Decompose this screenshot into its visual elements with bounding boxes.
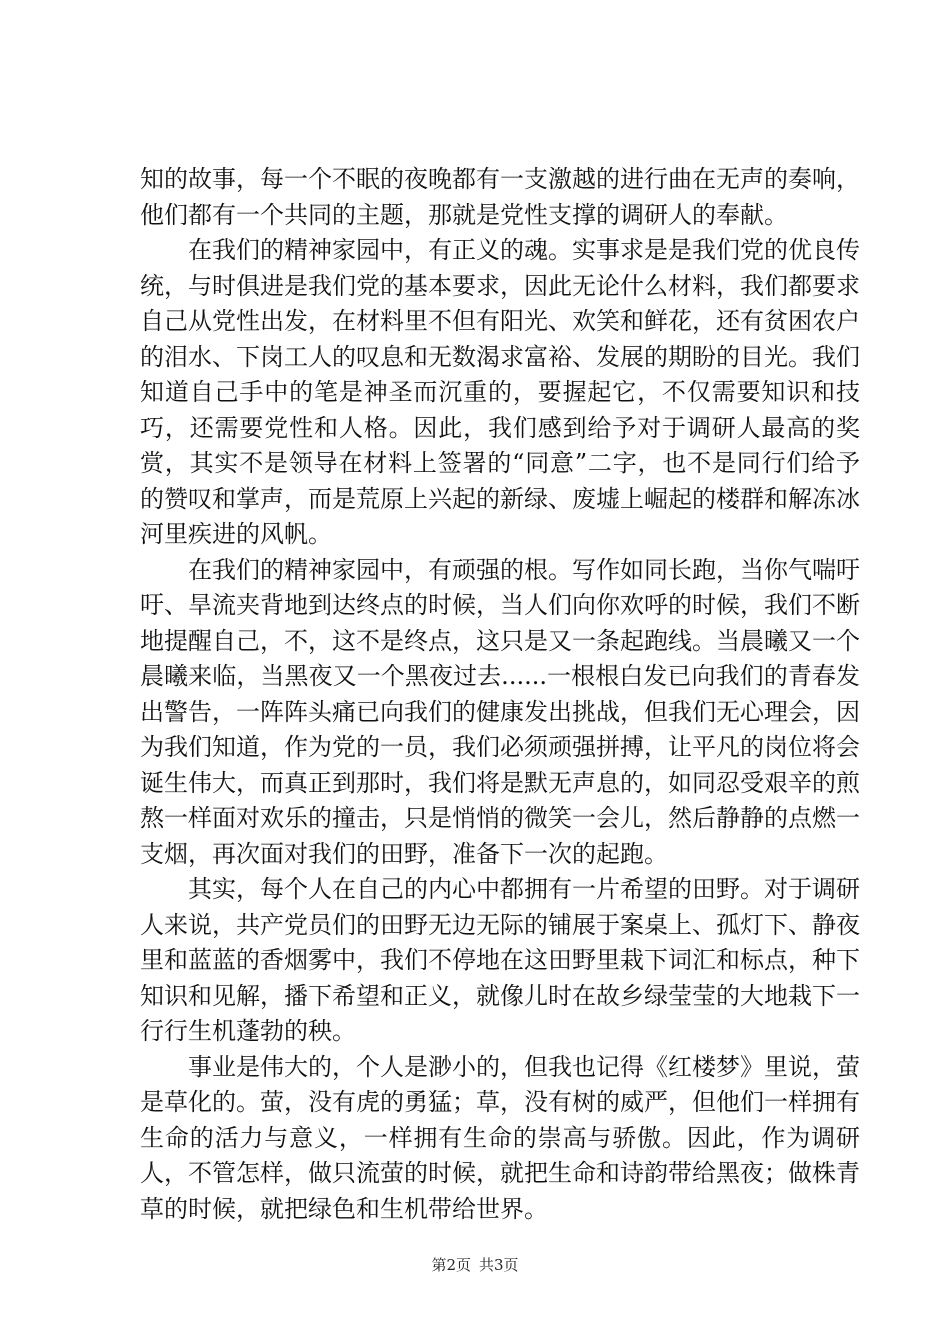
page-footer xyxy=(0,1254,950,1275)
paragraph-continuation: 知的故事，每一个不眠的夜晚都有一支激越的进行曲在无声的奏响，他们都有一个共同的主题，那就是党性支撑的调研人的奉献。 xyxy=(140,165,860,229)
paragraph-tenacious-root: 在我们的精神家园中，有顽强的根。写作如同长跑，当你气喘吁吁、旱流夹背地到达终点的时候，当人们向你欢呼的时候，我们不断地提醒自己，不，这不是终点，这只是又一条起跑线。当晨曦又一个晨曦来临，当黑夜又一个黑夜过去......一根根白发已向我们的青春发出警告，一阵阵头痛已向我们的健康发出挑战，但我们无心理会，因为我们知道，作为党的一员，我们必须顽强拼搏，让平凡的岗位将会诞生伟大，而真正到那时，我们将是默无声息的，如同忍受艰辛的煎熬一样面对欢乐的撞击，只是悄悄的微笑一会儿，然后静静的点燃一支烟，再次面对我们的田野，准备下一次的起跑。 xyxy=(140,555,860,868)
page-total: 共3页 xyxy=(479,1256,519,1274)
paragraph-firefly-grass: 事业是伟大的，个人是渺小的，但我也记得《红楼梦》里说，萤是草化的。萤，没有虎的勇猛；草，没有树的威严，但他们一样拥有生命的活力与意义，一样拥有生命的崇高与骄傲。因此，作为调研人，不管怎样，做只流萤的时候，就把生命和诗韵带给黑夜；做株青草的时候，就把绿色和生机带给世界。 xyxy=(140,1052,860,1223)
paragraph-field-of-hope: 其实，每个人在自己的内心中都拥有一片希望的田野。对于调研人来说，共产党员们的田野无边无际的铺展于案桌上、孤灯下、静夜里和蓝蓝的香烟雾中，我们不停地在这田野里栽下词汇和标点，种下知识和见解，播下希望和正义，就像儿时在故乡绿莹莹的大地栽下一行行生机蓬勃的秧。 xyxy=(140,875,860,1045)
paragraph-justice-soul: 在我们的精神家园中，有正义的魂。实事求是是我们党的优良传统，与时俱进是我们党的基本要求，因此无论什么材料，我们都要求自己从党性出发，在材料里不但有阳光、欢笑和鲜花，还有贫困农户的泪水、下岗工人的叹息和无数渴求富裕、发展的期盼的目光。我们知道自己手中的笔是神圣而沉重的，要握起它，不仅需要知识和技巧，还需要党性和人格。因此，我们感到给予对于调研人最高的奖赏，其实不是领导在材料上签署的“同意”二字，也不是同行们给予的赞叹和掌声，而是荒原上兴起的新绿、废墟上崛起的楼群和解冻冰河里疾进的风帆。 xyxy=(140,236,860,548)
document-body xyxy=(140,162,860,1227)
page-number: 第2页 xyxy=(431,1256,471,1274)
